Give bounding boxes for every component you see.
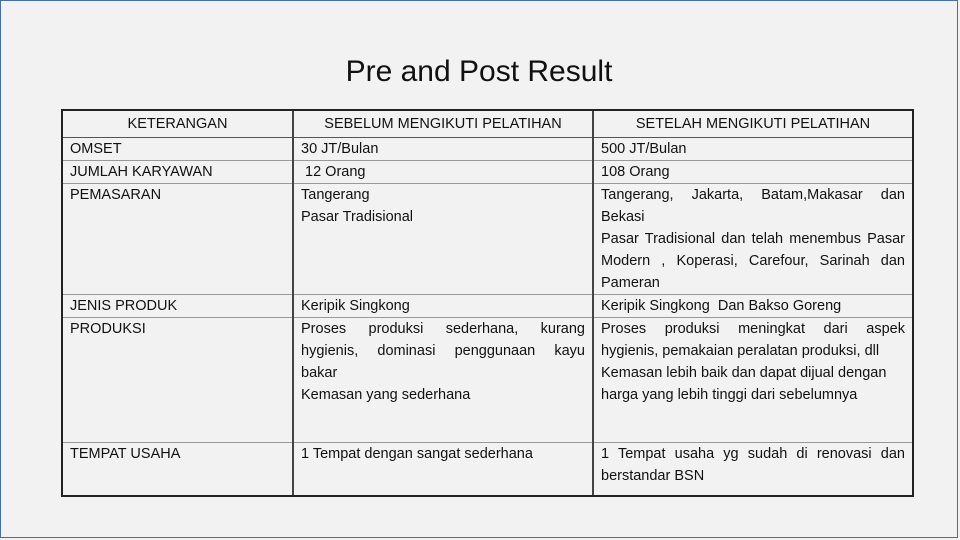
cell-line: Pasar Tradisional dan telah menembus Pasar [601, 231, 905, 247]
after-cell [593, 295, 913, 318]
after-cell [593, 318, 913, 443]
table-header-row [62, 110, 913, 138]
cell-line: Tangerang, Jakarta, Batam,Makasar dan [601, 187, 905, 203]
cell-line: Kemasan lebih baik dan dapat dijual dengan [601, 365, 887, 381]
cell-line: Bekasi [601, 209, 645, 225]
cell-line: 30 JT/Bulan [301, 141, 379, 157]
cell-line: Proses produksi meningkat dari aspek [601, 321, 905, 337]
after-cell [593, 138, 913, 161]
cell-line: 108 Orang [601, 164, 670, 180]
table-row [62, 318, 913, 443]
before-cell [293, 318, 593, 443]
cell-line: hygienis, pemakaian peralatan produksi, dll [601, 343, 880, 359]
cell-line: hygienis, dominasi penggunaan kayu [301, 343, 585, 359]
cell-line: bakar [301, 365, 338, 381]
cell-line: Kemasan yang sederhana [301, 387, 471, 403]
before-cell [293, 184, 593, 295]
before-cell [293, 161, 593, 184]
cell-line: Tangerang [301, 187, 370, 203]
cell-line: Proses produksi sederhana, kurang [301, 321, 585, 337]
pre-post-table [61, 109, 914, 497]
row-label: PEMASARAN [62, 184, 293, 295]
table-row [62, 161, 913, 184]
before-cell [293, 138, 593, 161]
after-cell [593, 161, 913, 184]
header-keterangan: KETERANGAN [62, 110, 293, 138]
table-row [62, 184, 913, 295]
table-row [62, 295, 913, 318]
before-cell [293, 443, 593, 497]
row-label: OMSET [62, 138, 293, 161]
slide-title: Pre and Post Result [345, 55, 613, 88]
before-cell [293, 295, 593, 318]
row-label: PRODUKSI [62, 318, 293, 443]
header-sebelum: SEBELUM MENGIKUTI PELATIHAN [293, 110, 593, 138]
cell-line: 1 Tempat usaha yg sudah di renovasi dan [601, 446, 905, 462]
table-row [62, 443, 913, 497]
table-row [62, 138, 913, 161]
cell-line: 1 Tempat dengan sangat sederhana [301, 446, 533, 462]
cell-line: 500 JT/Bulan [601, 141, 687, 157]
after-cell [593, 184, 913, 295]
row-label: TEMPAT USAHA [62, 443, 293, 497]
row-label: JENIS PRODUK [62, 295, 293, 318]
cell-line: Modern , Koperasi, Carefour, Sarinah dan [601, 253, 905, 269]
cell-line: 12 Orang [301, 164, 366, 180]
after-cell [593, 443, 913, 497]
header-setelah: SETELAH MENGIKUTI PELATIHAN [593, 110, 913, 138]
cell-line: Pameran [601, 275, 660, 291]
cell-line: Keripik Singkong [301, 298, 410, 314]
cell-line: harga yang lebih tinggi dari sebelumnya [601, 387, 858, 403]
cell-line: berstandar BSN [601, 468, 705, 484]
cell-line: Keripik Singkong Dan Bakso Goreng [601, 298, 842, 314]
row-label: JUMLAH KARYAWAN [62, 161, 293, 184]
cell-line: Pasar Tradisional [301, 209, 414, 225]
